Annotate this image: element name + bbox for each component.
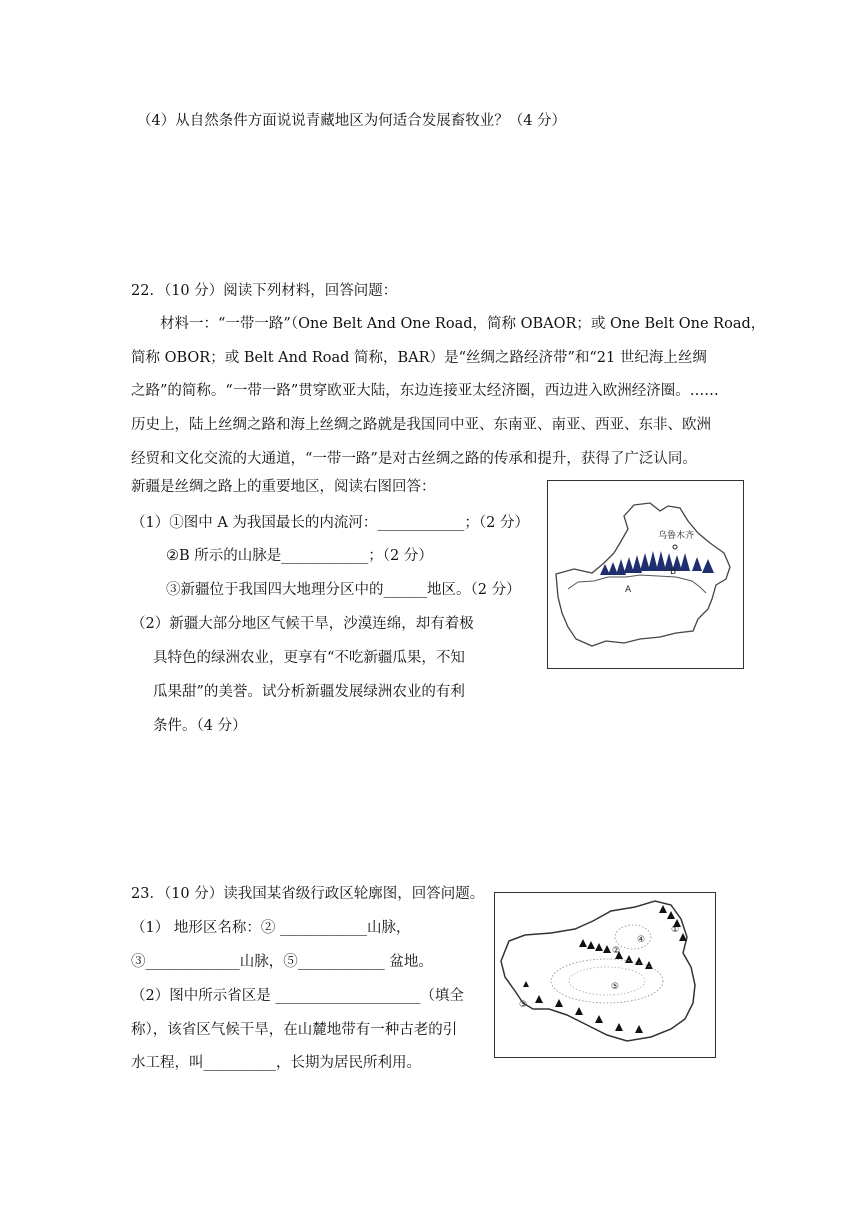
q21-part4: （4）从自然条件方面说说青藏地区为何适合发展畜牧业？（4 分） bbox=[137, 113, 567, 129]
map-label-2: ② bbox=[612, 946, 621, 956]
q23-part1-line-2: ③_____________山脉，⑤____________ 盆地。 bbox=[131, 954, 433, 970]
map-label-a: A bbox=[625, 585, 632, 595]
tianshan-mountains-symbol bbox=[600, 551, 714, 575]
basin-5-dots bbox=[551, 959, 663, 1003]
province-outline-map bbox=[495, 893, 715, 1057]
q22-material-line-3: 之路”的简称。“一带一路”贯穿欧亚大陆，东边连接亚太经济圈，西边进入欧洲经济圈。…… bbox=[131, 383, 719, 399]
q22-part2-line-3: 瓜果甜”的美誉。试分析新疆发展绿洲农业的有利 bbox=[153, 684, 465, 700]
q22-material-line-6: 新疆是丝绸之路上的重要地区，阅读右图回答： bbox=[131, 479, 436, 495]
q22-material-line-5: 经贸和文化交流的大通道，“一带一路”是对古丝绸之路的传承和提升，获得了广泛认同。 bbox=[131, 451, 697, 467]
q22-material-line-4: 历史上，陆上丝绸之路和海上丝绸之路就是我国同中亚、东南亚、南亚、西亚、东非、欧洲 bbox=[131, 417, 711, 433]
q23-part2-line-3: 水工程，叫__________，长期为居民所利用。 bbox=[131, 1055, 421, 1071]
mountain-range-3-symbol bbox=[523, 981, 643, 1033]
mountain-range-middle-symbol bbox=[615, 951, 653, 969]
map-label-b: B bbox=[670, 567, 677, 577]
q22-part2-line-2: 具特色的绿洲农业，更享有“不吃新疆瓜果，不知 bbox=[153, 650, 465, 666]
q22-material-line-2: 简称 OBOR；或 Belt And Road 简称，BAR）是“丝绸之路经济带”和“21 世纪海上丝绸 bbox=[131, 350, 707, 366]
map-label-3: ③ bbox=[519, 1000, 528, 1010]
q23-part1-line-1: （1） 地形区名称：② ____________山脉， bbox=[131, 920, 411, 936]
xinjiang-map-figure bbox=[547, 480, 744, 669]
map-label-1: ① bbox=[671, 925, 680, 935]
q22-part2-line-4: 条件。（4 分） bbox=[153, 718, 247, 734]
q22-part1-1: （1）①图中 A 为我国最长的内流河：____________；（2 分） bbox=[131, 515, 529, 531]
q22-material-line-1: 材料一：“一带一路”（One Belt And One Road，简称 OBAOR；或 One Belt One Road， bbox=[160, 316, 766, 332]
q22-part1-3: ③新疆位于我国四大地理分区中的______地区。（2 分） bbox=[166, 582, 521, 598]
q23-part2-line-2: 称），该省区气候干旱，在山麓地带有一种古老的引 bbox=[131, 1022, 458, 1038]
map-label-5: ⑤ bbox=[611, 982, 620, 992]
urumqi-marker bbox=[673, 545, 677, 549]
q23-header: 23．（10 分）读我国某省级行政区轮廓图，回答问题。 bbox=[131, 886, 485, 902]
basin-4-dots bbox=[615, 925, 651, 949]
q23-part2-line-1: （2）图中所示省区是 ____________________（填全 bbox=[131, 988, 464, 1004]
q22-part2-line-1: （2）新疆大部分地区气候干旱，沙漠连绵，却有着极 bbox=[131, 616, 474, 632]
map-label-4: ④ bbox=[637, 935, 646, 945]
q22-header: 22．（10 分）阅读下列材料，回答问题： bbox=[131, 283, 398, 299]
map-label-urumqi: 乌鲁木齐 bbox=[658, 531, 695, 541]
xinjiang-map bbox=[548, 481, 743, 668]
q22-part1-2: ②B 所示的山脉是____________；（2 分） bbox=[166, 548, 433, 564]
mountain-range-2-symbol bbox=[579, 939, 611, 953]
province-outline-map-figure bbox=[494, 892, 716, 1058]
